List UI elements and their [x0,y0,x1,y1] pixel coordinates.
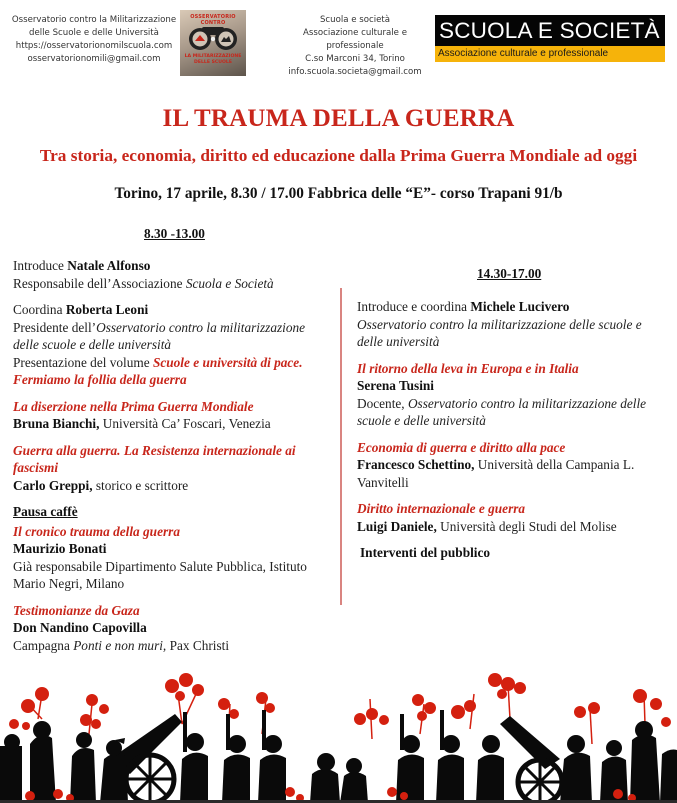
talk-title: La diserzione nella Prima Guerra Mondiale [13,398,254,414]
affiliation-org: Osservatorio contro la militarizzazione delle scuole e delle università [357,395,647,428]
column-divider [340,288,342,605]
scuola-societa-logo [435,15,665,62]
afternoon-intro [357,298,667,351]
coffee-break [13,503,333,521]
talk-speaker: Francesco Schettino, [357,457,475,472]
talk-item [357,439,667,492]
talk-speaker: Maurizio Bonati [13,541,107,556]
intro-speaker: Michele Lucivero [470,299,570,314]
talk-title: Guerra alla guerra. La Resistenza internazionale ai fascismi [13,442,296,475]
intro-label: Introduce e coordina [357,299,471,314]
observatory-name-line2: delle Scuole e delle Università [29,28,159,38]
morning-intro [13,257,333,292]
intro-org: Osservatorio contro la militarizzazione delle scuole e delle università [357,316,642,349]
affiliation-prefix: Docente, [357,395,408,411]
talk-item [13,398,333,433]
talk-title: Testimonianze da Gaza [13,602,140,618]
public-discussion-label: Interventi del pubblico [360,545,491,560]
observatory-badge-logo [180,10,246,76]
talk-affiliation: Già responsabile Dipartimento Salute Pubblica, Istituto Mario Negri, Milano [13,558,307,591]
talk-affiliation: storico e scrittore [92,477,189,493]
talk-speaker: Don Nandino Capovilla [13,620,147,635]
intro-role: Responsabile dell’Associazione [13,275,186,291]
coffee-break-label: Pausa caffè [13,504,78,519]
talk-title: Diritto internazionale e guerra [357,501,526,516]
coord-label: Coordina [13,302,66,317]
coord-org: Osservatorio contro la militarizzazione delle scuole e delle università [13,319,306,352]
afternoon-session-time: 14.30-17.00 [477,266,542,281]
talk-affiliation: Università della Campania L. Vanvitelli [357,457,635,490]
badge-top-text: OSSERVATORIO CONTRO [190,14,236,26]
talk-title: Il cronico trauma della guerra [13,523,180,539]
coord-speaker: Roberta Leoni [65,302,149,317]
flower-stems-icon [28,684,645,744]
morning-coordination [13,301,333,389]
intro-speaker: Natale Alfonso [67,258,151,273]
talk-item [357,500,667,535]
binoculars-icon [188,24,238,52]
observatory-email-link[interactable]: osservatorionomili@gmail.com [27,54,161,64]
observatory-website-link[interactable]: https://osservatorionomilscuola.com [15,41,173,51]
talk-item [13,602,333,655]
afternoon-program [357,298,667,571]
logo-name: SCUOLA E SOCIETÀ [435,15,665,46]
coord-role: Presidente dell’ [13,319,97,335]
talk-item [13,523,333,593]
talk-affiliation: Università degli Studi del Molise [436,518,617,534]
talk-affiliation: Università Ca’ Foscari, Venezia [99,416,271,431]
morning-session-time: 8.30 -13.00 [144,226,205,241]
red-flowers-icon [9,673,671,730]
event-title: IL TRAUMA DELLA GUERRA [162,105,515,132]
talk-speaker: Bruna Bianchi, [13,416,100,431]
scuola-societa-contact-block [280,14,430,79]
event-date-location: Torino, 17 aprile, 8.30 / 17.00 Fabbrica delle “E”- corso Trapani 91/b [114,185,563,202]
book-title: Scuole e università di pace. Fermiamo la follia della guerra [13,354,303,387]
talk-speaker: Luigi Daniele, [357,518,437,534]
association-email-link[interactable]: info.scuola.societa@gmail.com [288,67,422,77]
intro-label: Introduce [13,258,68,273]
soldiers-with-flowers-illustration [0,664,677,803]
observatory-contact-block [10,14,178,66]
morning-program [13,257,333,663]
affiliation-prefix: Campagna [13,637,74,653]
association-address: C.so Marconi 34, Torino [305,54,405,64]
public-discussion [357,544,667,562]
association-name: Scuola e società [319,15,391,25]
affiliation-suffix: Pax Christi [166,637,230,653]
badge-bottom-text: LA MILITARIZZAZIONE DELLE SCUOLE [184,54,242,65]
observatory-name-line1: Osservatorio contro la Militarizzazione [11,15,177,25]
soldier-silhouettes-icon [0,710,677,803]
talk-item [13,442,333,495]
talk-speaker: Serena Tusini [357,378,434,393]
talk-title: Economia di guerra e diritto alla pace [357,439,566,455]
campaign-name: Ponti e non muri, [73,637,167,653]
intro-org: Scuola e Società [185,275,274,291]
talk-speaker: Carlo Greppi, [13,477,93,493]
talk-item [357,360,667,430]
logo-tagline: Associazione culturale e professionale [435,46,665,62]
talk-title: Il ritorno della leva in Europa e in Italia [357,360,579,376]
association-type: Associazione culturale e professionale [303,28,407,51]
event-subtitle: Tra storia, economia, diritto ed educazione dalla Prima Guerra Mondiale ad oggi [39,146,638,165]
book-label: Presentazione del volume [13,354,153,370]
